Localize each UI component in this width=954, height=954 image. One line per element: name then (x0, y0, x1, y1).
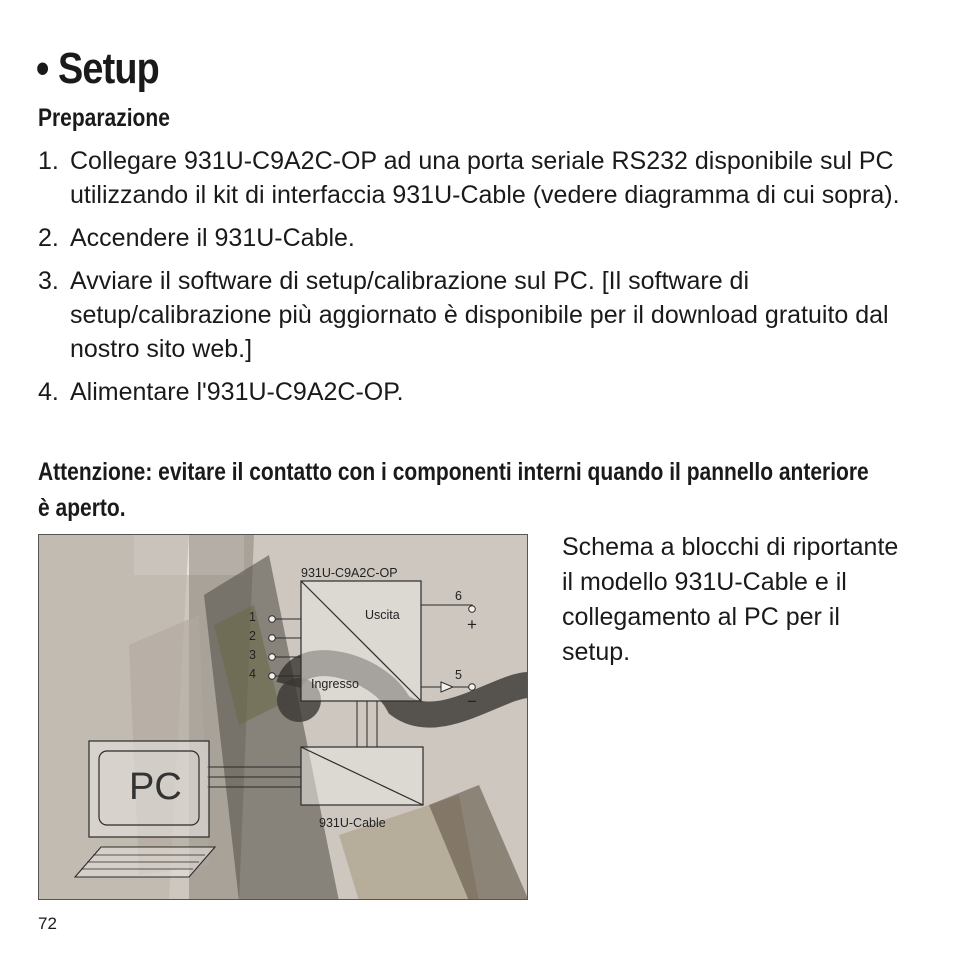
module-label: 931U-C9A2C-OP (301, 566, 398, 580)
pc-label: PC (129, 766, 182, 808)
list-item (38, 221, 918, 255)
list-item (38, 144, 918, 212)
figure-caption: Schema a blocchi di riportante il modello 931U-Cable e il collegamento al PC per il setup. (562, 533, 899, 666)
terminal-circle (269, 673, 276, 680)
module-block (301, 566, 421, 701)
pc-computer-icon (75, 741, 215, 877)
step-number: 3. (38, 267, 59, 295)
plus-sign: + (467, 615, 477, 634)
list-item (38, 264, 918, 366)
setup-steps-list (38, 144, 918, 418)
step-text: Avviare il software di setup/calibrazione sul PC. [Il software di setup/calibrazione più aggiornato è disponibile per il download gratuito dal nostro sito web.] (70, 267, 889, 363)
step-text: Accendere il 931U-Cable. (70, 224, 355, 252)
terminal-number: 1 (249, 610, 256, 624)
step-text: Alimentare l'931U-C9A2C-OP. (70, 378, 404, 406)
step-text: Collegare 931U-C9A2C-OP ad una porta seriale RS232 disponibile sul PC utilizzando il kit di interfaccia 931U-Cable (vedere diagramma di cui sopra). (70, 147, 900, 209)
list-item (38, 375, 918, 409)
input-label: Ingresso (311, 677, 359, 691)
step-number: 4. (38, 378, 59, 406)
page-title: • Setup (36, 44, 159, 93)
warning-text: Attenzione: evitare il contatto con i componenti interni quando il pannello anteriore è aperto. (38, 458, 869, 522)
terminal-circle (469, 606, 476, 613)
terminal-circle (269, 616, 276, 623)
page-number: 72 (38, 914, 57, 933)
terminal-5-label: 5 (455, 668, 462, 682)
terminal-6-label: 6 (455, 589, 462, 603)
terminal-number: 2 (249, 629, 256, 643)
step-number: 2. (38, 224, 59, 252)
block-diagram-figure (38, 534, 528, 900)
terminal-number: 3 (249, 648, 256, 662)
terminal-circle (469, 684, 476, 691)
terminal-circle (269, 654, 276, 661)
section-subheading: Preparazione (38, 104, 170, 132)
cable-label: 931U-Cable (319, 816, 386, 830)
step-number: 1. (38, 147, 59, 175)
output-label: Uscita (365, 608, 400, 622)
block-diagram (39, 535, 528, 900)
terminal-circle (269, 635, 276, 642)
terminal-number: 4 (249, 667, 256, 681)
minus-sign: − (467, 692, 477, 711)
